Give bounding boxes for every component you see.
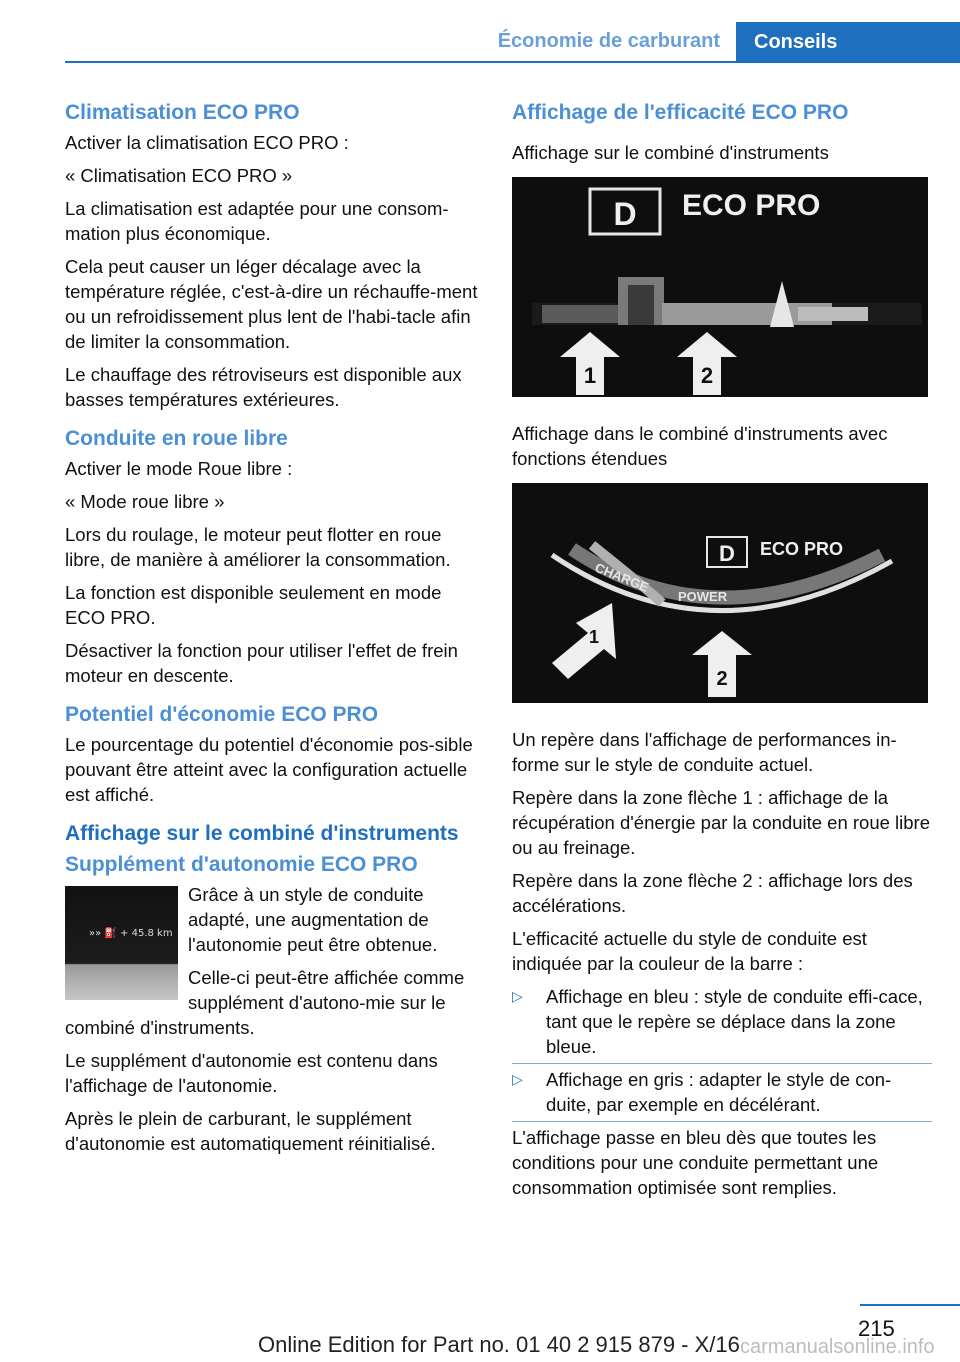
heading-potentiel: Potentiel d'économie ECO PRO — [65, 703, 379, 726]
footer-edition: Online Edition for Part no. 01 40 2 915 879 - X/16 — [258, 1332, 740, 1357]
paragraph: Cela peut causer un léger décalage avec la température réglée, c'est-à-dire un réchauffe-ment ou un refroidissement plus lent de l'habi-tacle afin de limiter la consommation. — [65, 256, 478, 352]
range-display-text: »» ⛽ + 45.8 km — [89, 928, 173, 939]
gear-label: D — [613, 196, 637, 232]
paragraph: Activer la climatisation ECO PRO : — [65, 132, 349, 153]
page-number: 215 — [858, 1316, 895, 1341]
paragraph: Repère dans la zone flèche 2 : affichage lors des accélérations. — [512, 870, 913, 916]
eco-pro-extended-display-figure — [512, 483, 928, 703]
eco-pro-display-figure — [512, 177, 928, 397]
eco-pro-extended-illustration — [512, 483, 928, 703]
figure-caption: Affichage sur le combiné d'instruments — [512, 142, 829, 163]
paragraph: La fonction est disponible seulement en mode ECO PRO. — [65, 582, 442, 628]
gear-label: D — [719, 541, 735, 566]
paragraph: Repère dans la zone flèche 1 : affichage de la récupération d'énergie par la conduite en roue libre ou au freinage. — [512, 787, 931, 858]
figure-caption: Affichage dans le combiné d'instruments avec fonctions étendues — [512, 423, 888, 469]
power-label: POWER — [678, 589, 728, 604]
heading-affichage-combine: Affichage sur le combiné d'instruments — [65, 822, 459, 845]
eco-pro-display-illustration — [512, 177, 928, 397]
heading-climatisation: Climatisation ECO PRO — [65, 101, 300, 124]
paragraph: Désactiver la fonction pour utiliser l'effet de frein moteur en descente. — [65, 640, 458, 686]
eco-pro-label: ECO PRO — [760, 539, 844, 559]
paragraph: Celle-ci peut-être affichée comme supplément d'autono-mie sur le combiné d'instruments. — [65, 967, 465, 1038]
paragraph: Lors du roulage, le moteur peut flotter en roue libre, de manière à améliorer la consommation. — [65, 524, 451, 570]
paragraph: Un repère dans l'affichage de performances in-forme sur le style de conduite actuel. — [512, 729, 897, 775]
watermark: carmanualsonline.info — [740, 1336, 935, 1358]
paragraph: Le chauffage des rétroviseurs est disponible aux basses températures extérieures. — [65, 364, 462, 410]
paragraph: Après le plein de carburant, le supplément d'autonomie est automatiquement réinitialisé. — [65, 1108, 436, 1154]
section-potentiel — [65, 702, 480, 807]
paragraph: Le pourcentage du potentiel d'économie pos-sible pouvant être atteint avec la configuration actuelle est affiché. — [65, 734, 473, 805]
header-tab: Conseils — [736, 22, 960, 62]
list-item: ▷ Affichage en bleu : style de conduite effi-cace, tant que le repère se déplace dans la zone bleue. — [512, 984, 932, 1059]
arrow-1-label: 1 — [588, 627, 600, 647]
charge-label: CHARGE — [592, 559, 651, 595]
arrow-2-label: 2 — [700, 363, 714, 388]
paragraph: L'efficacité actuelle du style de conduite est indiquée par la couleur de la barre : — [512, 928, 867, 974]
paragraph: Activer le mode Roue libre : — [65, 458, 293, 479]
paragraph: La climatisation est adaptée pour une consom-mation plus économique. — [65, 198, 449, 244]
heading-efficacite: Affichage de l'efficacité ECO PRO — [512, 101, 849, 124]
arrow-1-label: 1 — [583, 363, 597, 388]
paragraph: « Mode roue libre » — [65, 491, 225, 512]
range-display-image — [65, 886, 178, 1000]
right-column — [512, 100, 932, 1208]
bullet-list — [512, 984, 932, 1117]
paragraph: « Climatisation ECO PRO » — [65, 165, 293, 186]
eco-pro-label: ECO PRO — [682, 189, 821, 222]
left-column — [65, 100, 480, 1170]
list-item: ▷ Affichage en gris : adapter le style de con-duite, par exemple en décélérant. — [512, 1067, 932, 1117]
heading-roue-libre: Conduite en roue libre — [65, 427, 288, 450]
heading-supplement: Supplément d'autonomie ECO PRO — [65, 853, 418, 876]
arrow-2-label: 2 — [716, 668, 728, 690]
section-supplement — [65, 852, 480, 1156]
section-roue-libre — [65, 426, 480, 688]
header-section-title: Économie de carburant — [497, 30, 720, 52]
paragraph: Le supplément d'autonomie est contenu dans l'affichage de l'autonomie. — [65, 1050, 438, 1096]
footer-rule — [860, 1304, 960, 1306]
paragraph: L'affichage passe en bleu dès que toutes les conditions pour une conduite permettant une consommation optimisée sont remplies. — [512, 1127, 879, 1198]
paragraph: Grâce à un style de conduite adapté, une augmentation de l'autonomie peut être obtenue. — [188, 884, 438, 955]
section-climatisation — [65, 100, 480, 412]
